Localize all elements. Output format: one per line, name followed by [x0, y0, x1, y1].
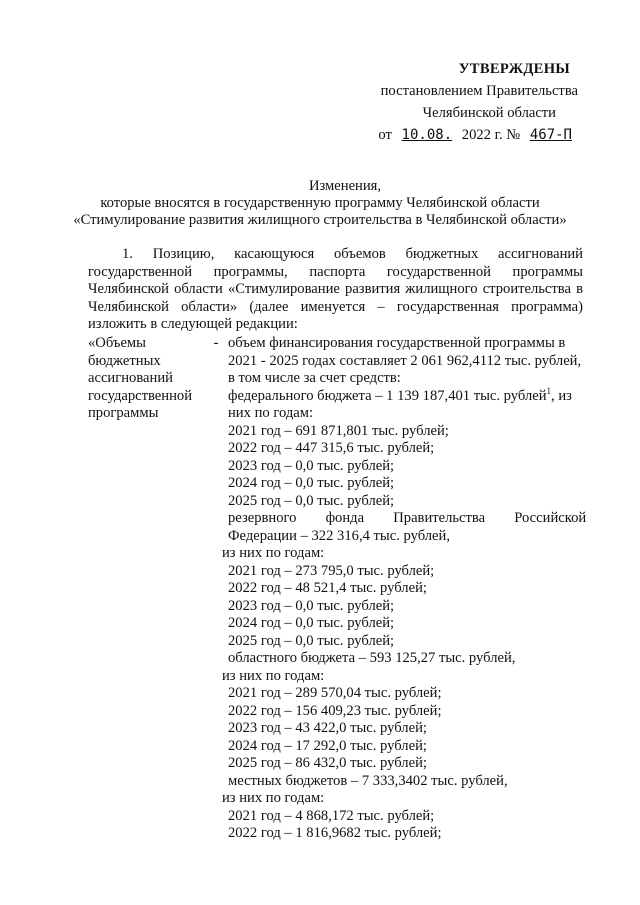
approval-line-2: Челябинской области	[422, 105, 556, 121]
date-prefix: от	[378, 127, 392, 143]
value-line: 2021 год – 289 570,04 тыс. рублей;	[228, 685, 442, 701]
intro-line-5: изложить в следующей редакции:	[88, 316, 298, 332]
value-line-federal	[228, 385, 583, 406]
heading-line-1: Изменения,	[308, 178, 382, 194]
value-line: 2023 год – 0,0 тыс. рублей;	[228, 597, 395, 614]
value-line: Федерации – 322 316,4 тыс. рублей,	[228, 527, 450, 544]
federal-text: федерального бюджета – 1 139 187,401 тыс. рублей	[228, 387, 547, 404]
approval-date-line	[378, 124, 578, 146]
budget-value-column	[222, 335, 587, 843]
label-line: ассигнований	[88, 370, 173, 386]
intro-paragraph	[88, 246, 583, 334]
value-line: из них по годам:	[222, 667, 325, 684]
intro-line-1-text: 1. Позицию, касающуюся объемов бюджетных ассигнований	[122, 246, 583, 262]
value-line: 2021 год – 4 868,172 тыс. рублей;	[228, 807, 435, 824]
value-line: местных бюджетов – 7 333,3402 тыс. рублей,	[228, 772, 508, 789]
intro-line-4: Челябинской области» (далее именуется – государственная программа)	[88, 298, 583, 315]
value-line: 2022 год – 447 315,6 тыс. рублей;	[228, 440, 435, 456]
label-line: бюджетных	[88, 352, 161, 369]
value-line: 2025 год – 0,0 тыс. рублей;	[228, 632, 395, 649]
value-line: из них по годам:	[222, 790, 325, 806]
value-line: 2022 год – 48 521,4 тыс. рублей;	[228, 580, 427, 596]
intro-line-1	[88, 246, 583, 264]
heading-line-2: которые вносятся в государственную программу Челябинской области	[100, 195, 540, 211]
value-line: 2023 год – 43 422,0 тыс. рублей;	[228, 720, 427, 736]
heading-line-3: «Стимулирование развития жилищного строительства в Челябинской области»	[73, 212, 567, 228]
approval-stamp	[378, 58, 578, 146]
document-heading	[0, 178, 640, 229]
value-line: 2024 год – 17 292,0 тыс. рублей;	[228, 737, 427, 754]
value-line: 2022 год – 1 816,9682 тыс. рублей;	[228, 825, 442, 841]
year-text: 2022 г. №	[461, 127, 521, 143]
value-line: 2025 год – 86 432,0 тыс. рублей;	[228, 755, 427, 771]
value-line: областного бюджета – 593 125,27 тыс. рублей,	[228, 650, 516, 666]
value-line: 2022 год – 156 409,23 тыс. рублей;	[228, 702, 442, 719]
label-line: программы	[88, 405, 159, 421]
footnote-mark: 1	[546, 385, 552, 396]
label-line: «Объемы	[88, 335, 146, 351]
value-line: 2023 год – 0,0 тыс. рублей;	[228, 457, 395, 474]
value-line: 2021 год – 273 795,0 тыс. рублей;	[228, 562, 435, 579]
date-value: 10.08.	[401, 127, 453, 143]
approval-title: УТВЕРЖДЕНЫ	[458, 61, 570, 77]
federal-suffix: , из	[551, 387, 572, 404]
value-line: резервного фонда Правительства Российской	[228, 510, 587, 526]
value-line: в том числе за счет средств:	[228, 370, 401, 386]
value-line: объем финансирования государственной программы в	[228, 335, 566, 351]
intro-line-2: государственной программы, паспорта государственной программы	[88, 263, 583, 280]
dash-separator: -	[213, 335, 219, 351]
value-line: 2021 - 2025 годах составляет 2 061 962,4112 тыс. рублей,	[228, 352, 582, 369]
value-line: 2021 год – 691 871,801 тыс. рублей;	[228, 422, 449, 439]
value-line: 2025 год – 0,0 тыс. рублей;	[228, 492, 395, 509]
value-line: из них по годам:	[222, 545, 325, 561]
decree-number: 467-П	[529, 127, 572, 143]
budget-label-column	[88, 335, 206, 423]
intro-line-3: Челябинской области «Стимулирование развития жилищного строительства в	[88, 281, 583, 297]
label-line: государственной	[88, 387, 193, 404]
value-line: 2024 год – 0,0 тыс. рублей;	[228, 615, 395, 631]
approval-line-1: постановлением Правительства	[380, 83, 578, 99]
value-line: 2024 год – 0,0 тыс. рублей;	[228, 475, 395, 491]
value-line: них по годам:	[228, 405, 314, 421]
